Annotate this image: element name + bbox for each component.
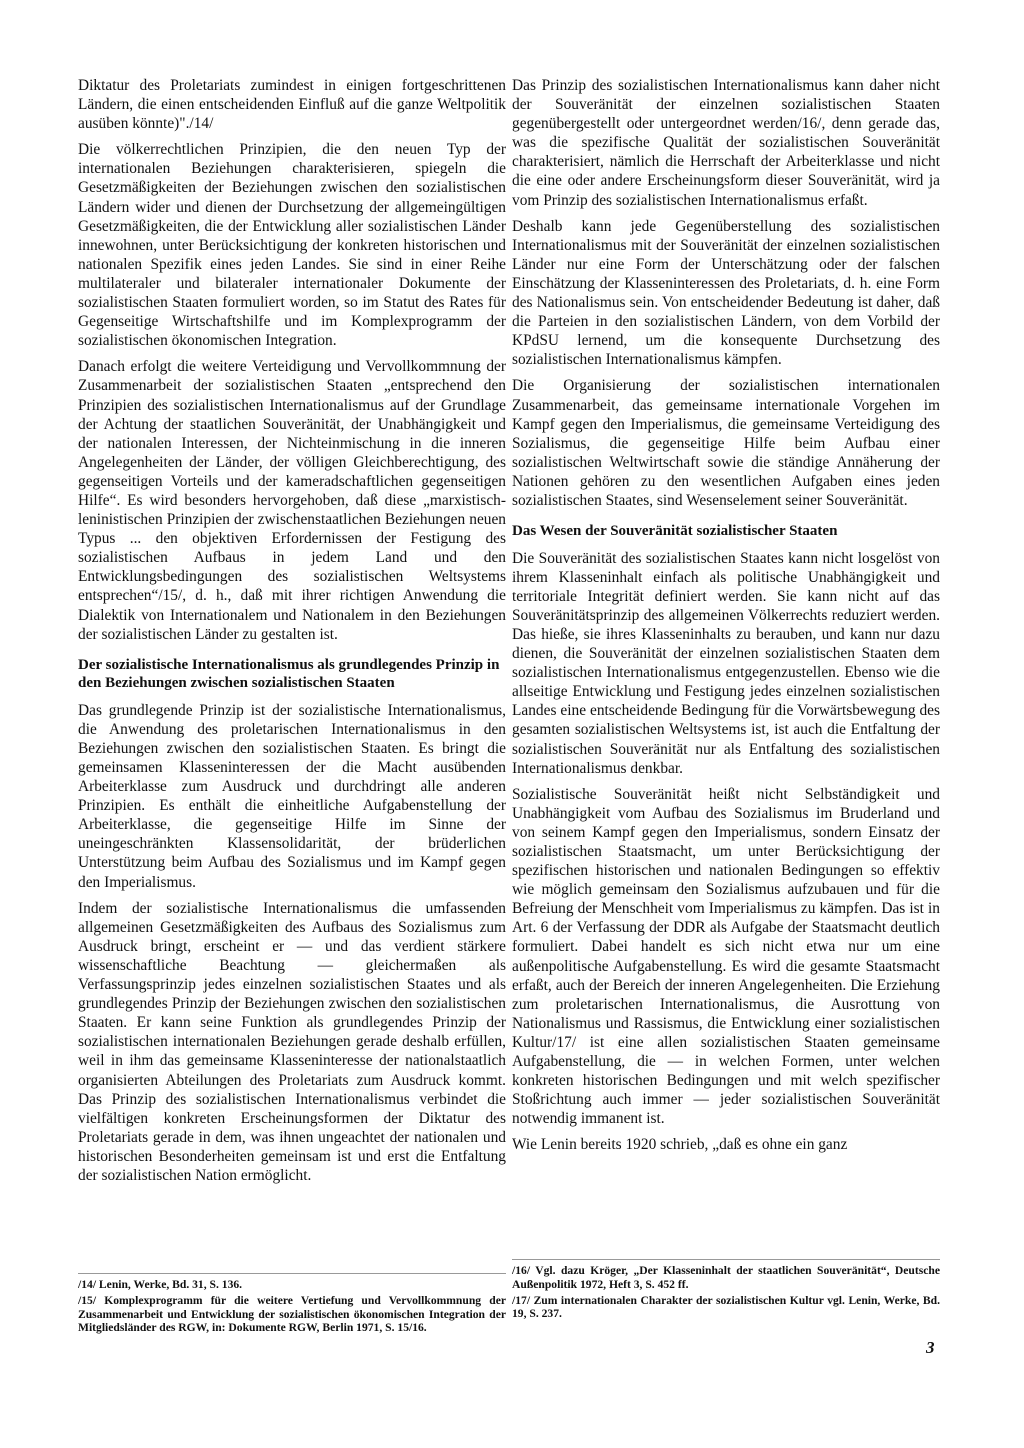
paragraph: Die Organisierung der sozialistischen internationalen Zusammenarbeit, das gemeinsame internationale Vorgehen im Kampf gegen den Imperialismus, die gemeinsame Verteidigung des Sozialismus, die gegenseitige Hilfe beim Aufbau einer sozialistischen Weltwirtschaft sowie die ständige Annäherung der Nationen gehören zu den wesentlichen Aufgaben eines jeden sozialistischen Staates, sind Wesenselement seiner Souveränität. — [512, 377, 940, 509]
footnote: /16/ Vgl. dazu Kröger, „Der Klasseninhalt der staatlichen Souveränität“, Deutsche Außenpolitik 1972, Heft 3, S. 452 ff. — [512, 1264, 940, 1291]
footnote: /17/ Zum internationalen Charakter der sozialistischen Kultur vgl. Lenin, Werke, Bd. 19, S. 237. — [512, 1293, 940, 1321]
paragraph: Sozialistische Souveränität heißt nicht Selbständigkeit und Unabhängigkeit vom Aufbau des Sozialismus im Bruderland und von seinem Kampf gegen den Imperialismus, sondern Einsatz der sozialistischen Staatsmacht, um unter Berücksichtigung der spezifischen historischen und nationalen Bedingungen so effektiv wie möglich gemeinsam den Sozialismus aufzubauen und für die Befreiung der Menschheit vom Imperialismus zu kämpfen. Das ist in Art. 6 der Verfassung der DDR als Aufgabe der Staatsmacht deutlich formuliert. Dabei handelt es sich nicht etwa nur um eine außenpolitische Aufgabenstellung. Es wird die gesamte Staatsmacht erfaßt, auch der Bereich der inneren Angelegenheiten. Die Erziehung zum proletarischen Internationalismus, die Ausrottung von Nationalismus und Rassismus, die Entwicklung einer sozialistischen Kultur/17/ ist eine allen sozialistischen Staaten gemeinsame Aufgabenstellung, die — in welchen Formen, unter welchen konkreten historischen Bedingungen und mit welch spezifischer Stoßrichtung auch immer — jeder sozialistischen Souveränität notwendig immanent ist. — [512, 785, 940, 1128]
paragraph: Wie Lenin bereits 1920 schrieb, „daß es ohne ein ganz — [512, 1136, 848, 1154]
paragraph: Diktatur des Proletariats zumindest in einigen fortgeschrittenen Ländern, die einen entscheidenden Einfluß auf die ganze Weltpolitik ausüben könnte)"./14/ — [78, 77, 506, 133]
paragraph: Danach erfolgt die weitere Verteidigung und Vervollkommnung der Zusammenarbeit der sozialistischen Staaten „entsprechend den Prinzipien des sozialistischen Internationalismus auf der Grundlage der Achtung der staatlichen Souveränität, der Unabhängigkeit und der nationalen Interessen, der Nichteinmischung in die inneren Angelegenheiten der Länder, der völligen Gleichberechtigung, des gegenseitigen Vorteils und der kameradschaftlichen gegenseitigen Hilfe“. Es wird besonders hervorgehoben, daß diese „marxistisch-leninistischen Prinzipien der zwischenstaatlichen Beziehungen neuen Typus ... den objektiven Erfordernissen der Festigung des sozialistischen Aufbaus in jedem Land und den Entwicklungsbedingungen des sozialistischen Weltsystems entsprechen“/15/, d. h., daß mit ihrer richtigen Anwendung die Dialektik von Internationalem und Nationalem in den Beziehungen der sozialistischen Länder zu gestalten ist. — [78, 358, 506, 643]
section-heading: Der sozialistische Internationalismus als grundlegendes Prinzip in den Beziehungen zwischen sozialistischen Staaten — [78, 656, 500, 692]
footnote: /15/ Komplexprogramm für die weitere Vertiefung und Vervollkommnung der Zusammenarbeit und Entwicklung der sozialistischen ökonomischen Integration der Mitgliedsländer des RGW, in: Dokumente RGW, Berlin 1971, S. 15/16. — [78, 1293, 506, 1335]
page-number: 3 — [926, 1338, 935, 1357]
paragraph: Die völkerrechtlichen Prinzipien, die den neuen Typ der internationalen Beziehungen charakterisieren, spiegeln die Gesetzmäßigkeiten der Beziehungen zwischen den sozialistischen Ländern wider und dienen der Durchsetzung der allgemeingültigen Gesetzmäßigkeiten, die der Entwicklung aller sozialistischen Länder innewohnen, unter Berücksichtigung der konkreten historischen und nationalen Spezifik eines jeden Landes. Sie sind in einer Reihe multilateraler und bilateraler internationaler Dokumente der sozialistischen Staaten formuliert worden, so im Statut des Rates für Gegenseitige Wirtschaftshilfe und im Komplexprogramm der sozialistischen ökonomischen Integration. — [78, 141, 506, 350]
left-column — [78, 76, 506, 1192]
paragraph: Die Souveränität des sozialistischen Staates kann nicht losgelöst von ihrem Klasseninhalt einfach als politische Unabhängigkeit und territoriale Integrität definiert werden. Sie kann nicht auf das Souveränitätsprinzip des allgemeinen Völkerrechts reduziert werden. Das hieße, sie ihres Klasseninhalts zu berauben, und kann nur dazu dienen, die Souveränität der einzelnen sozialistischen Staaten dem sozialistischen Internationalismus entgegenzustellen. Ebenso wie die allseitige Entwicklung und Festigung jedes einzelnen sozialistischen Landes eine entscheidende Bedingung für die Vorwärtsbewegung des gesamten sozialistischen Weltsystems ist, ist auch die Entfaltung der sozialistischen Souveränität nur als Entfaltung des sozialistischen Internationalismus denkbar. — [512, 549, 940, 777]
footnotes-left — [78, 1273, 506, 1337]
paragraph: Das Prinzip des sozialistischen Internationalismus kann daher nicht der Souveränität der einzelnen sozialistischen Staaten gegenübergestellt oder untergeordnet werden/16/, denn gerade das, was die spezifische Qualität der sozialistischen Souveränität charakterisiert, nämlich die Herrschaft der Arbeiterklasse und nicht die eine oder andere Erscheinungsform dieser Souveränität, wird ja vom Prinzip des sozialistischen Internationalismus erfaßt. — [512, 77, 940, 209]
footnote: /14/ Lenin, Werke, Bd. 31, S. 136. — [78, 1278, 243, 1291]
paragraph: Deshalb kann jede Gegenüberstellung des sozialistischen Internationalismus mit der Souveränität der einzelnen sozialistischen Länder nur eine Form der Unterschätzung oder der falschen Einschätzung der Klasseninteressen des Proletariats, d. h. eine Form des Nationalismus sein. Von entscheidender Bedeutung ist daher, daß die Parteien in den sozialistischen Ländern, von dem Vorbild der KPdSU lernend, um die konsequente Durchsetzung des sozialistischen Internationalismus kämpfen. — [512, 217, 940, 369]
right-column — [512, 76, 940, 1161]
paragraph: Indem der sozialistische Internationalismus die umfassenden allgemeinen Gesetzmäßigkeiten des Aufbaus des Sozialismus zum Ausdruck bringt, erscheint er — und das verdient stärkere wissenschaftliche Beachtung — gleichermaßen als Verfassungsprinzip jedes einzelnen sozialistischen Staates und als grundlegendes Prinzip der Beziehungen zwischen den sozialistischen Staaten. Er kann seine Funktion als grundlegendes Prinzip der sozialistischen internationalen Beziehungen gerade deshalb erfüllen, weil in ihm das gemeinsame Klasseninteresse der nationalstaatlich organisierten Abteilungen des Proletariats zum Ausdruck kommt. Das Prinzip des sozialistischen Internationalismus verbindet die vielfältigen konkreten Erscheinungsformen der Diktatur des Proletariats gerade in dem, was ihnen ungeachtet der nationalen und historischen Besonderheiten gemeinsam ist und erst die Entfaltung der sozialistischen Nation ermöglicht. — [78, 899, 506, 1184]
footnotes-right — [512, 1259, 940, 1323]
section-heading: Das Wesen der Souveränität sozialistischer Staaten — [512, 523, 838, 540]
paragraph: Das grundlegende Prinzip ist der sozialistische Internationalismus, die Anwendung des proletarischen Internationalismus in den Beziehungen zwischen den sozialistischen Staaten. Es bringt die gemeinsamen Klasseninteressen der die Macht ausübenden Arbeiterklasse zum Ausdruck und durchdringt alle anderen Prinzipien. Es enthält die einheitliche Aufgabenstellung der Arbeiterklasse, die gegenseitige Hilfe im Sinne der uneingeschränkten Klassensolidarität, der brüderlichen Unterstützung beim Aufbau des Sozialismus und im Kampf gegen den Imperialismus. — [78, 701, 506, 891]
